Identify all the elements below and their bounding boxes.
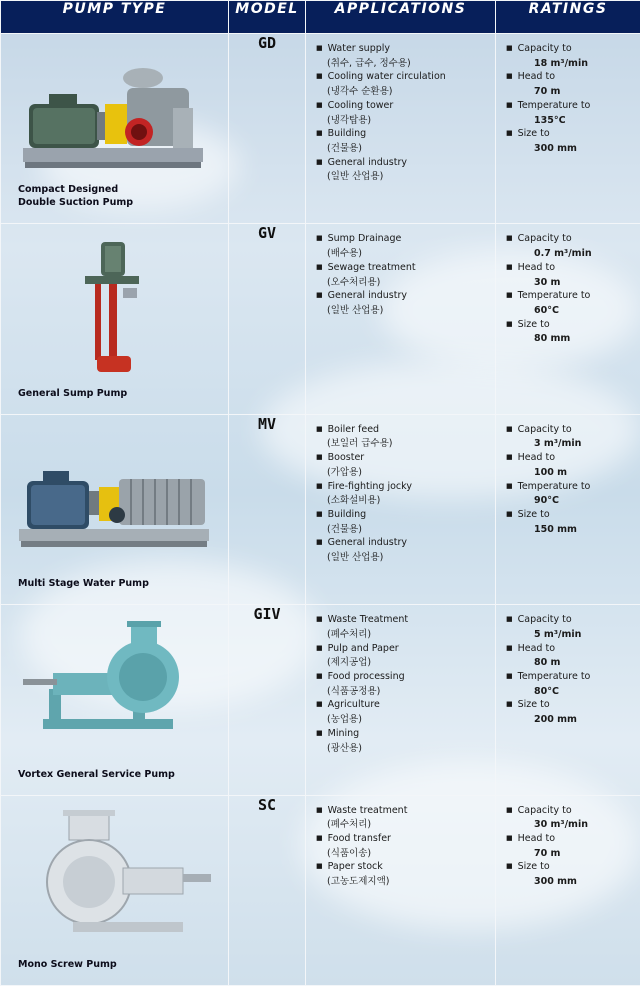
rating-label: ■ Capacity to — [506, 804, 640, 819]
application-ko: (취수, 급수, 정수용) — [327, 57, 411, 69]
rating-value: 0.7 m³/min — [534, 248, 592, 260]
application-ko: (폐수처리) — [327, 628, 372, 640]
application-ko: (냉각수 순환용) — [327, 86, 393, 98]
application-en: ■ Fire-fighting jocky — [316, 480, 495, 495]
application-en: ■ Cooling water circulation — [316, 70, 495, 85]
rating-value: 300 mm — [534, 142, 577, 154]
application-ko: (광산용) — [327, 742, 362, 754]
rating-label: ■ Head to — [506, 451, 640, 466]
application-ko: (일반 산업용) — [327, 552, 384, 564]
pump-name-line1: Compact Designed — [18, 184, 119, 196]
pump-type-cell — [1, 795, 229, 985]
application-ko: (소화설비용) — [327, 495, 381, 507]
pump-type-cell — [1, 414, 229, 604]
rating-value: 150 mm — [534, 523, 577, 535]
table-row — [1, 795, 640, 985]
pump-name — [18, 577, 149, 590]
application-en: ■ Waste Treatment — [316, 613, 495, 628]
rating-label: ■ Size to — [506, 698, 640, 713]
model-cell: GD — [229, 34, 306, 224]
rating-value: 80 mm — [534, 333, 571, 345]
application-ko: (건물용) — [327, 523, 362, 535]
pump-name — [18, 183, 133, 209]
model-cell: SC — [229, 795, 306, 985]
rating-value: 18 m³/min — [534, 57, 588, 69]
ratings-cell — [496, 605, 640, 795]
application-en: ■ Cooling tower — [316, 99, 495, 114]
ratings-cell — [496, 34, 640, 224]
pump-name — [18, 768, 175, 781]
application-en: ■ Sump Drainage — [316, 232, 495, 247]
rating-value: 30 m — [534, 276, 561, 288]
rating-label: ■ Capacity to — [506, 232, 640, 247]
application-ko: (건물용) — [327, 142, 362, 154]
rating-value: 70 m — [534, 847, 561, 859]
ratings-cell — [496, 414, 640, 604]
application-en: ■ Waste treatment — [316, 804, 495, 819]
rating-label: ■ Size to — [506, 318, 640, 333]
application-en: ■ Boiler feed — [316, 423, 495, 438]
table-header-row — [1, 1, 640, 34]
rating-value: 135°C — [534, 114, 566, 126]
ratings-cell — [496, 795, 640, 985]
rating-label: ■ Temperature to — [506, 670, 640, 685]
rating-label: ■ Head to — [506, 70, 640, 85]
pump-name-line1: Multi Stage Water Pump — [18, 578, 149, 590]
applications-cell — [306, 605, 496, 795]
application-en: ■ General industry — [316, 156, 495, 171]
rating-label: ■ Capacity to — [506, 42, 640, 57]
application-en: ■ Building — [316, 508, 495, 523]
table-row — [1, 224, 640, 414]
application-en: ■ Sewage treatment — [316, 261, 495, 276]
pump-name-line2: Double Suction Pump — [18, 197, 134, 209]
application-ko: (고농도제지액) — [327, 876, 390, 888]
pump-name-line1: General Sump Pump — [18, 387, 128, 399]
application-ko: (농업용) — [327, 714, 362, 726]
rating-value: 300 mm — [534, 876, 577, 888]
model-cell: MV — [229, 414, 306, 604]
applications-cell — [306, 414, 496, 604]
application-en: ■ General industry — [316, 536, 495, 551]
pump-type-cell — [1, 224, 229, 414]
application-en: ■ Food processing — [316, 670, 495, 685]
table-row — [1, 414, 640, 604]
header-ratings: RATINGS — [496, 1, 640, 34]
rating-value: 70 m — [534, 86, 561, 98]
rating-value: 3 m³/min — [534, 438, 582, 450]
application-en: ■ Mining — [316, 727, 495, 742]
rating-label: ■ Head to — [506, 642, 640, 657]
application-en: ■ Food transfer — [316, 832, 495, 847]
multi-stage-pump-image — [13, 429, 218, 569]
application-en: ■ Booster — [316, 451, 495, 466]
application-ko: (냉각탑용) — [327, 114, 372, 126]
application-en: ■ Water supply — [316, 42, 495, 57]
rating-value: 200 mm — [534, 714, 577, 726]
application-ko: (보일러 급수용) — [327, 438, 393, 450]
application-ko: (폐수처리) — [327, 819, 372, 831]
pump-name-line1: Vortex General Service Pump — [18, 768, 175, 780]
rating-value: 80 m — [534, 657, 561, 669]
header-pump-type: PUMP TYPE — [1, 1, 229, 34]
rating-value: 5 m³/min — [534, 628, 582, 640]
application-en: ■ Agriculture — [316, 698, 495, 713]
pump-type-cell — [1, 34, 229, 224]
pump-name — [18, 387, 127, 400]
applications-cell — [306, 34, 496, 224]
rating-label: ■ Temperature to — [506, 480, 640, 495]
rating-label: ■ Size to — [506, 860, 640, 875]
header-model: MODEL — [229, 1, 306, 34]
application-en: ■ Building — [316, 127, 495, 142]
application-en: ■ Paper stock — [316, 860, 495, 875]
mono-screw-pump-image — [13, 810, 218, 950]
double-suction-pump-image — [13, 48, 218, 188]
application-ko: (배수용) — [327, 248, 362, 260]
application-ko: (일반 산업용) — [327, 171, 384, 183]
rating-label: ■ Size to — [506, 508, 640, 523]
model-cell: GV — [229, 224, 306, 414]
application-ko: (가압용) — [327, 466, 362, 478]
application-en: ■ General industry — [316, 289, 495, 304]
rating-label: ■ Head to — [506, 832, 640, 847]
pump-name — [18, 958, 117, 971]
table-row — [1, 34, 640, 224]
rating-label: ■ Capacity to — [506, 423, 640, 438]
application-ko: (오수처리용) — [327, 276, 381, 288]
rating-value: 30 m³/min — [534, 819, 588, 831]
rating-label: ■ Temperature to — [506, 99, 640, 114]
model-cell: GIV — [229, 605, 306, 795]
rating-value: 90°C — [534, 495, 559, 507]
rating-value: 80°C — [534, 685, 559, 697]
application-ko: (식품이송) — [327, 847, 372, 859]
rating-label: ■ Size to — [506, 127, 640, 142]
application-ko: (제지공업) — [327, 657, 372, 669]
vortex-pump-image — [13, 619, 218, 759]
sump-pump-image — [13, 238, 218, 378]
application-en: ■ Pulp and Paper — [316, 642, 495, 657]
rating-value: 100 m — [534, 466, 568, 478]
ratings-cell — [496, 224, 640, 414]
rating-label: ■ Temperature to — [506, 289, 640, 304]
header-applications: APPLICATIONS — [306, 1, 496, 34]
rating-label: ■ Head to — [506, 261, 640, 276]
application-ko: (일반 산업용) — [327, 304, 384, 316]
applications-cell — [306, 795, 496, 985]
applications-cell — [306, 224, 496, 414]
pump-type-cell — [1, 605, 229, 795]
pump-name-line1: Mono Screw Pump — [18, 959, 117, 970]
rating-value: 60°C — [534, 304, 559, 316]
application-ko: (식품공정용) — [327, 685, 381, 697]
rating-label: ■ Capacity to — [506, 613, 640, 628]
table-row — [1, 605, 640, 795]
